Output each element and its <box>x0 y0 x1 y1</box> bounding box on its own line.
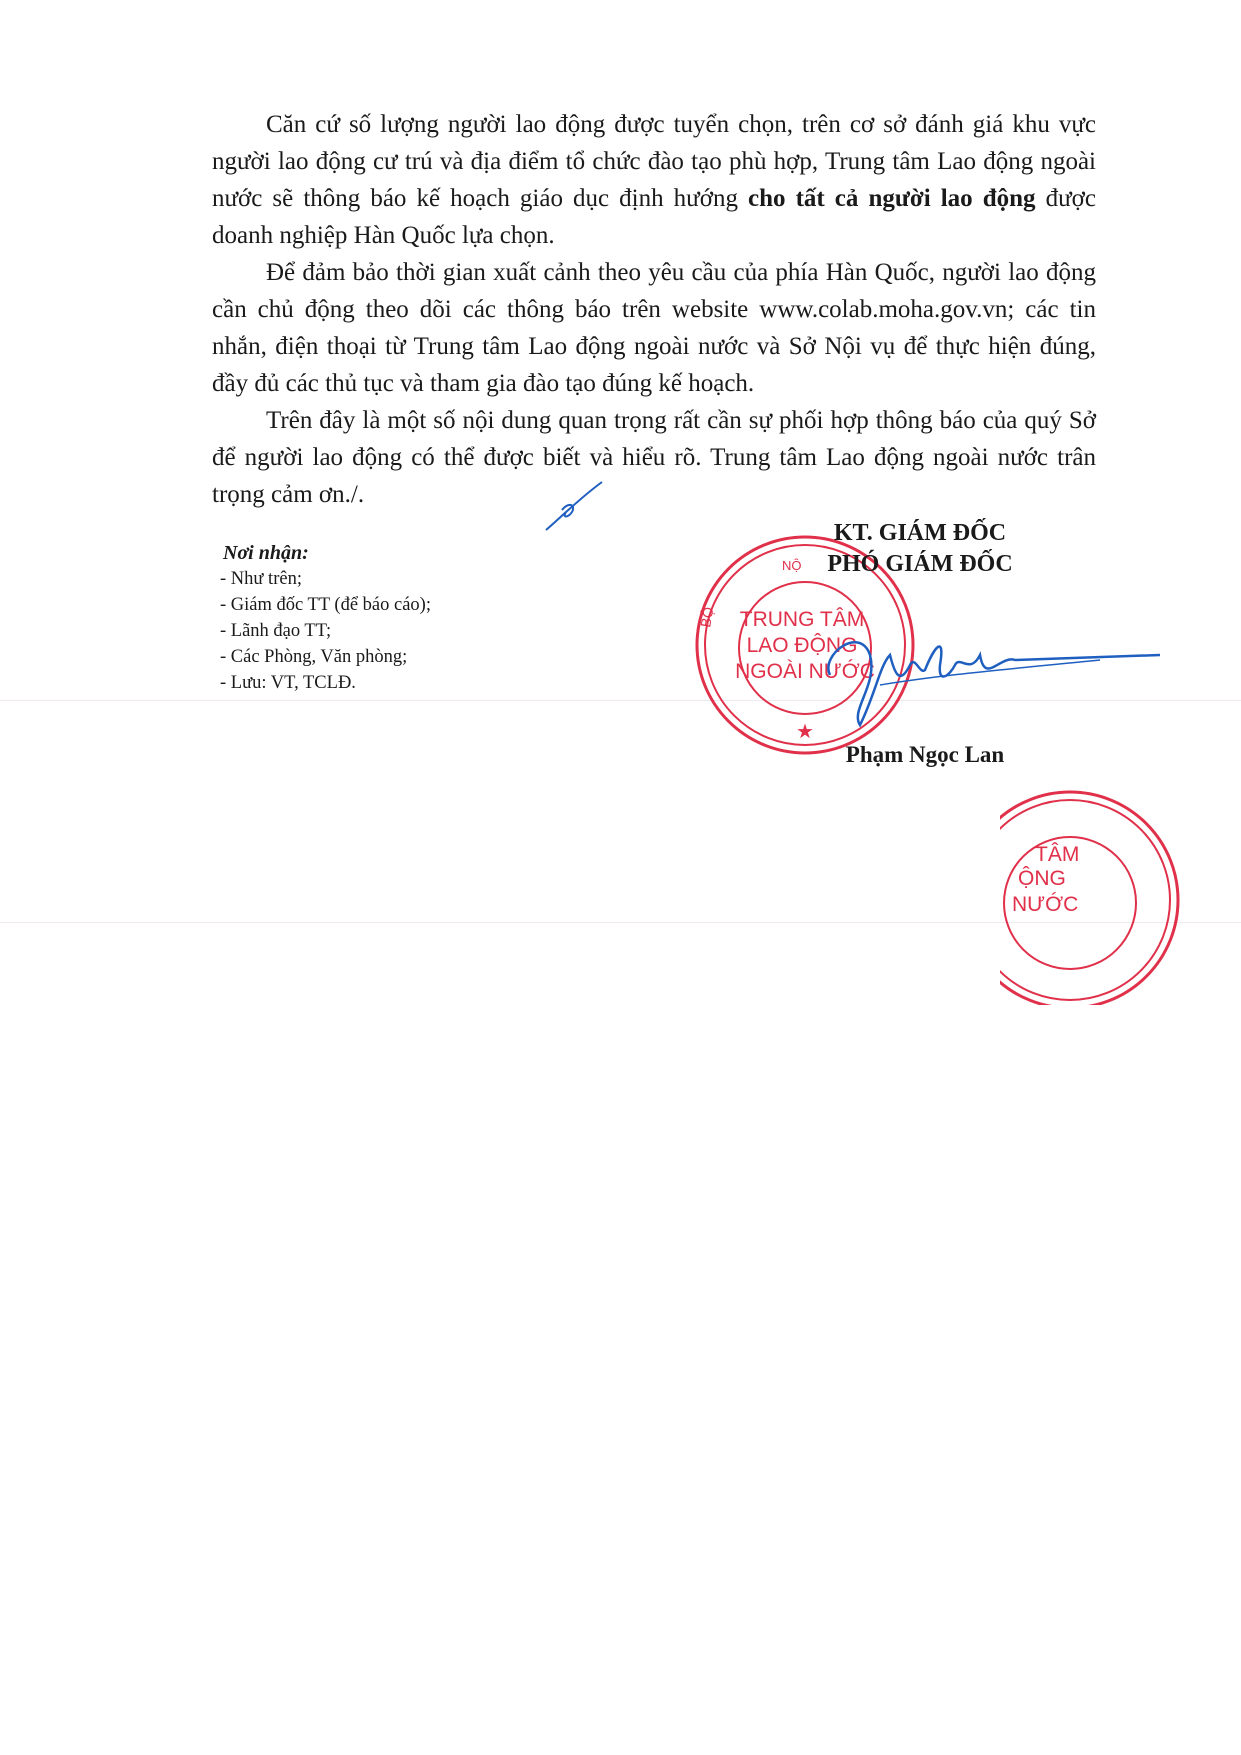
recipient-item: - Lãnh đạo TT; <box>220 618 640 644</box>
seal-text-line2: LAO ĐỘNG <box>746 634 858 657</box>
signature-title-line2: PHÓ GIÁM ĐỐC <box>827 551 1013 577</box>
recipients-block <box>220 540 640 696</box>
recipients-list <box>220 566 640 696</box>
signature-title-line1: KT. GIÁM ĐỐC <box>833 520 1007 546</box>
seal-text-line1: TRUNG TÂM <box>739 608 865 631</box>
partial-seal-text-line1: TÂM <box>1035 843 1080 866</box>
recipient-item: - Như trên; <box>220 566 640 592</box>
document-body <box>212 106 1096 513</box>
partial-seal <box>1000 785 1200 1005</box>
paragraph-2: Để đảm bảo thời gian xuất cảnh theo yêu cầu của phía Hàn Quốc, người lao động cần chủ động theo dõi các thông báo trên website www.colab.moha.gov.vn; các tin nhắn, điện thoại từ Trung tâm Lao động ngoài nước và Sở Nội vụ để thực hiện đúng, đầy đủ các thủ tục và tham gia đào tạo đúng kế hoạch. <box>212 259 1096 397</box>
recipient-item: - Giám đốc TT (để báo cáo); <box>220 592 640 618</box>
seal-text-line3: NGOÀI NƯỚC <box>735 660 875 683</box>
seal-ring-text: BỘ <box>697 605 717 629</box>
signature-title-block <box>780 518 1060 580</box>
seal-star-icon: ★ <box>796 721 814 743</box>
recipient-item: - Các Phòng, Văn phòng; <box>220 644 640 670</box>
partial-seal-text-line3: NƯỚC <box>1012 893 1079 916</box>
recipient-item: - Lưu: VT, TCLĐ. <box>220 670 640 696</box>
recipients-title: Nơi nhận: <box>223 542 309 564</box>
signer-name: Phạm Ngọc Lan <box>845 742 1005 767</box>
paragraph-1: Căn cứ số lượng người lao động được tuyển chọn, trên cơ sở đánh giá khu vực người lao động cư trú và địa điểm tổ chức đào tạo phù hợp, Trung tâm Lao động ngoài nước sẽ thông báo kế hoạch giáo dục định hướng cho tất cả người lao động được doanh nghiệp Hàn Quốc lựa chọn. <box>212 111 1096 249</box>
handwritten-signature <box>820 615 1160 735</box>
paragraph-3: Trên đây là một số nội dung quan trọng rất cần sự phối hợp thông báo của quý Sở để người lao động có thể được biết và hiểu rõ. Trung tâm Lao động ngoài nước trân trọng cảm ơn./. <box>212 407 1096 508</box>
bold-phrase: cho tất cả người lao động <box>748 185 1036 212</box>
seal-ring-text: NỘ <box>782 558 802 573</box>
partial-seal-text-line2: ỘNG <box>1018 867 1066 890</box>
handwritten-tick-mark <box>540 478 610 538</box>
